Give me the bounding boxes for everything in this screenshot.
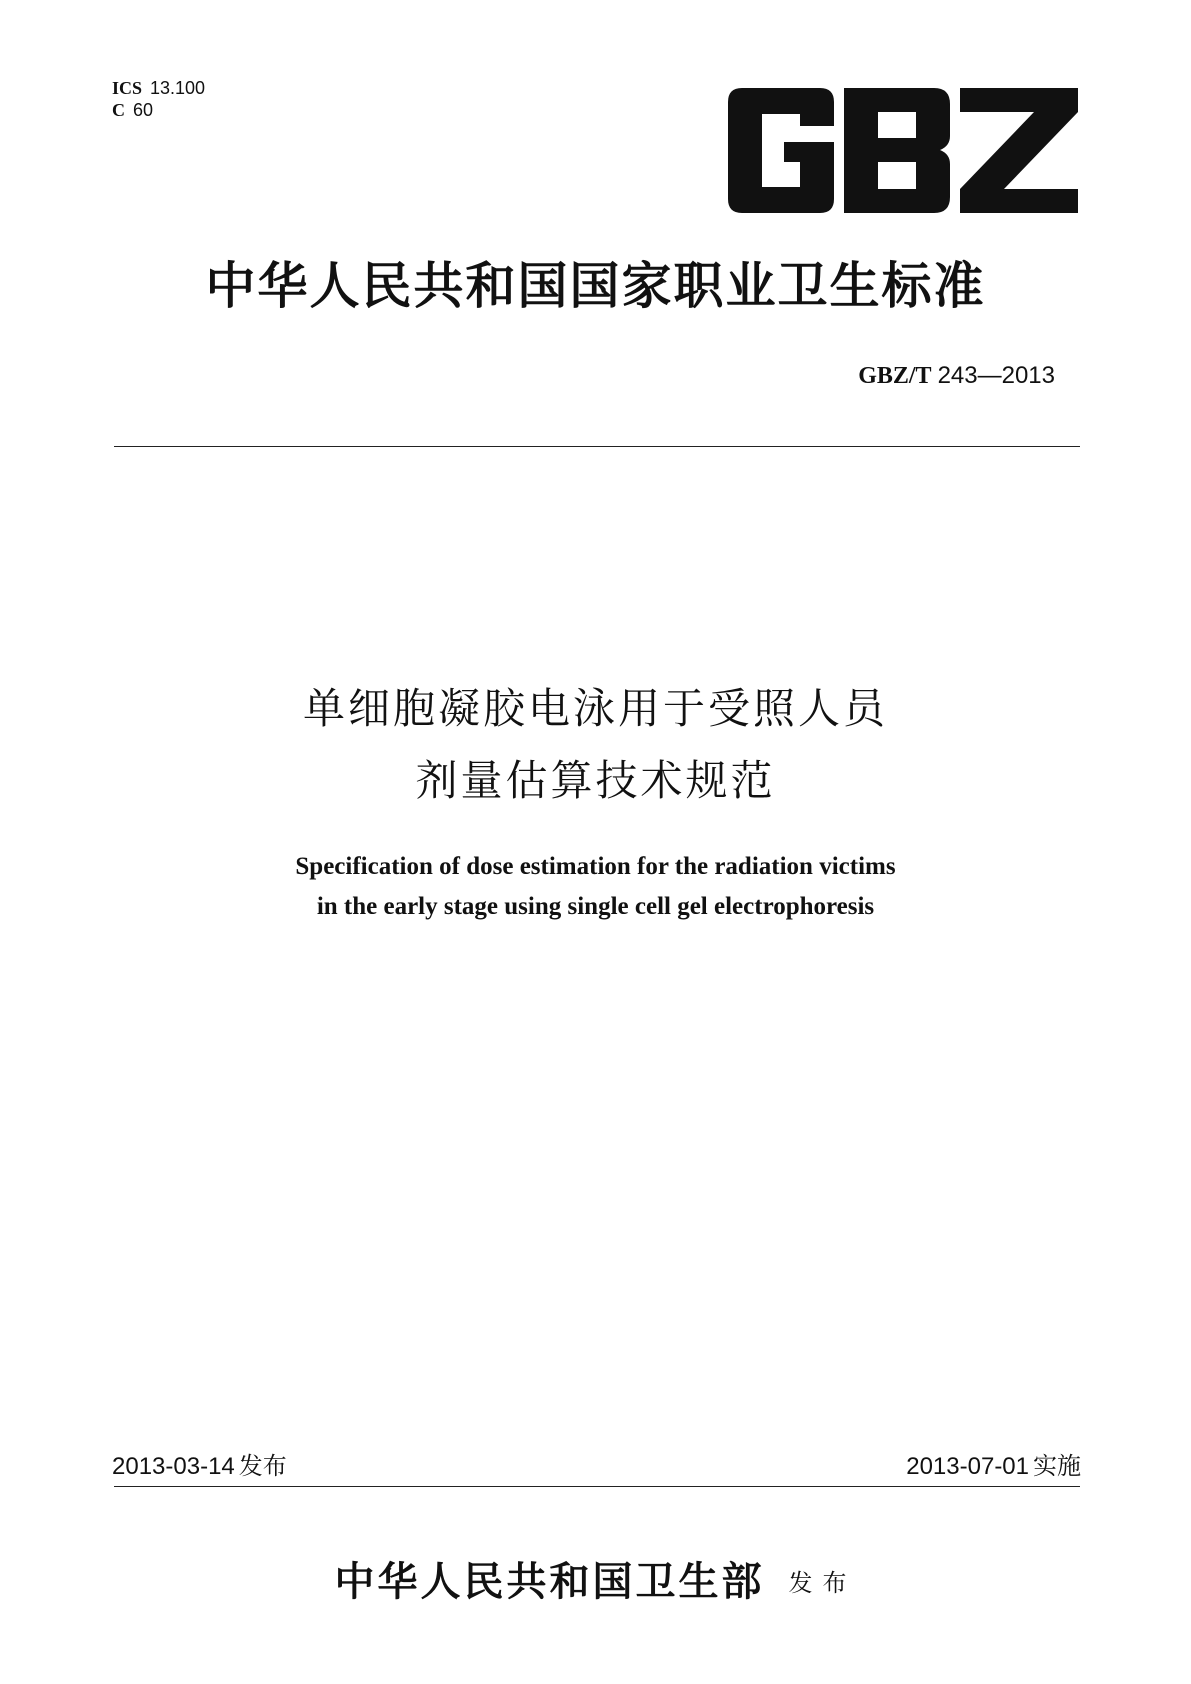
issuer-name: 中华人民共和国卫生部	[334, 1558, 765, 1605]
standard-number-prefix: GBZ/T	[858, 363, 932, 389]
english-title-line-2: in the early stage using single cell gel electrophoresis	[316, 893, 875, 920]
issue-date-label: 发布	[238, 1452, 287, 1480]
bottom-divider	[114, 1486, 1080, 1487]
standard-category-title: 中华人民共和国国家职业卫生标准	[205, 256, 986, 315]
standard-number-value: 243—2013	[937, 362, 1055, 389]
issue-date-value: 2013-03-14	[112, 1453, 235, 1480]
top-divider	[114, 446, 1080, 447]
implementation-date-label: 实施	[1033, 1452, 1081, 1480]
implementation-date	[906, 1446, 1081, 1481]
standard-number	[858, 362, 1055, 390]
ccs-code	[112, 99, 153, 121]
implementation-date-value: 2013-07-01	[906, 1453, 1029, 1480]
ccs-label: C	[112, 100, 125, 120]
english-title-line-1: Specification of dose estimation for the radiation victims	[295, 853, 896, 880]
chinese-title-line-1: 单细胞凝胶电泳用于受照人员	[302, 684, 888, 733]
ics-label: ICS	[112, 78, 143, 98]
ics-code	[112, 77, 205, 99]
ics-value: 13.100	[150, 78, 206, 98]
chinese-title-line-2: 剂量估算技术规范	[415, 756, 776, 805]
issuer-suffix: 发布	[788, 1569, 857, 1597]
issue-date	[112, 1446, 287, 1481]
ccs-value: 60	[133, 100, 154, 120]
gbz-logo	[728, 88, 1078, 213]
issuer	[0, 1550, 1191, 1607]
